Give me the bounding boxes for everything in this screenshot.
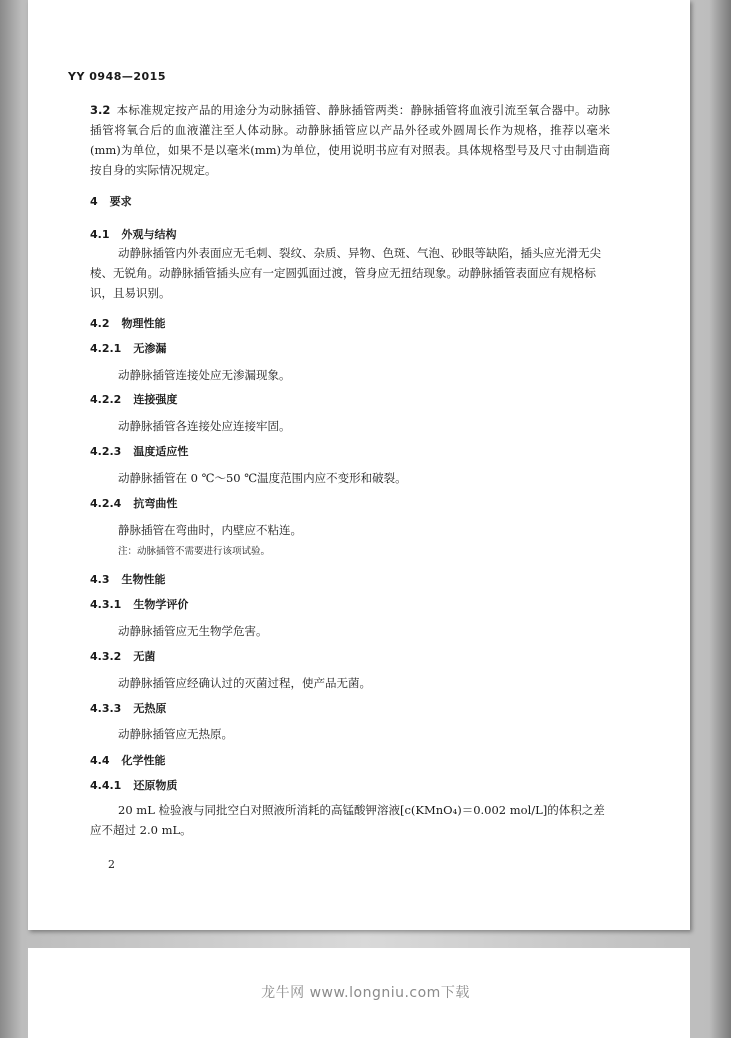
standard-code-header: YY 0948—2015 — [68, 70, 166, 83]
heading-title: 生物学评价 — [133, 598, 189, 611]
heading-number: 4.1 — [90, 228, 110, 241]
body-4-3-3: 动静脉插管应无热原。 — [118, 727, 233, 741]
body-4-1: 动静脉插管内外表面应无毛刺、裂纹、杂质、异物、色斑、气泡、砂眼等缺陷，插头应光滑无尖棱、无锐角。动静脉插管插头应有一定圆弧面过渡，管身应无扭结现象。动静脉插管表面应有规格标识，且易识别。 — [90, 246, 601, 300]
heading-4-4-1 — [90, 777, 177, 793]
heading-title: 化学性能 — [121, 754, 166, 767]
clause-3-2 — [90, 100, 610, 180]
heading-number: 4.2.3 — [90, 445, 122, 458]
heading-4-3-3 — [90, 700, 166, 716]
heading-number: 4.2.4 — [90, 497, 122, 510]
heading-number: 4.4.1 — [90, 779, 122, 792]
heading-4-4 — [90, 752, 166, 768]
heading-title: 连接强度 — [133, 393, 178, 406]
heading-number: 4.4 — [90, 754, 110, 767]
body-4-2-1: 动静脉插管连接处应无渗漏现象。 — [118, 368, 291, 382]
heading-title: 温度适应性 — [133, 445, 189, 458]
heading-number: 4.2.2 — [90, 393, 122, 406]
body-4-2-2: 动静脉插管各连接处应连接牢固。 — [118, 419, 291, 433]
body-4-3-2: 动静脉插管应经确认过的灭菌过程，使产品无菌。 — [118, 676, 371, 690]
heading-title: 物理性能 — [121, 317, 166, 330]
heading-4-3 — [90, 571, 166, 587]
note-4-2-4: 注：动脉插管不需要进行该项试验。 — [118, 546, 271, 557]
body-4-2-3: 动静脉插管在 0 ℃～50 ℃温度范围内应不变形和破裂。 — [118, 471, 407, 485]
heading-title: 要求 — [109, 195, 132, 208]
heading-number: 4.3.2 — [90, 650, 122, 663]
site-watermark: 龙牛网 www.longniu.com下载 — [261, 985, 470, 1001]
page-number: 2 — [108, 858, 115, 871]
heading-title: 生物性能 — [121, 573, 166, 586]
heading-4-3-1 — [90, 596, 188, 612]
clause-number: 3.2 — [90, 103, 111, 117]
heading-title: 还原物质 — [133, 779, 178, 792]
heading-4-2 — [90, 315, 166, 331]
clause-text: 本标准规定按产品的用途分为动脉插管、静脉插管两类：静脉插管将血液引流至氧合器中。动脉插管将氧合后的血液灌注至人体动脉。动静脉插管应以产品外径或外圆周长作为规格，推荐以毫米(mm)为单位，如果不是以毫米(mm)为单位，使用说明书应有对照表。具体规格型号及尺寸由制造商按自身的实际情况规定。 — [90, 103, 610, 177]
heading-number: 4 — [90, 195, 98, 208]
body-4-4-1: 20 mL 检验液与同批空白对照液所消耗的高锰酸钾溶液[c(KMnO₄)＝0.002 mol/L]的体积之差应不超过 2.0 mL。 — [90, 803, 605, 837]
heading-4 — [90, 193, 132, 209]
body-4-2-4: 静脉插管在弯曲时，内壁应不粘连。 — [118, 523, 302, 537]
heading-number: 4.3.3 — [90, 702, 122, 715]
heading-4-2-3 — [90, 443, 188, 459]
heading-4-3-2 — [90, 648, 155, 664]
heading-number: 4.2 — [90, 317, 110, 330]
heading-4-2-2 — [90, 391, 177, 407]
heading-number: 4.3 — [90, 573, 110, 586]
heading-4-2-4 — [90, 495, 177, 511]
heading-title: 无热原 — [133, 702, 167, 715]
heading-title: 无菌 — [133, 650, 156, 663]
heading-number: 4.2.1 — [90, 342, 122, 355]
heading-number: 4.3.1 — [90, 598, 122, 611]
heading-title: 外观与结构 — [121, 228, 177, 241]
heading-4-2-1 — [90, 340, 166, 356]
heading-4-1 — [90, 226, 177, 242]
heading-title: 无渗漏 — [133, 342, 167, 355]
body-4-3-1: 动静脉插管应无生物学危害。 — [118, 624, 268, 638]
heading-title: 抗弯曲性 — [133, 497, 178, 510]
